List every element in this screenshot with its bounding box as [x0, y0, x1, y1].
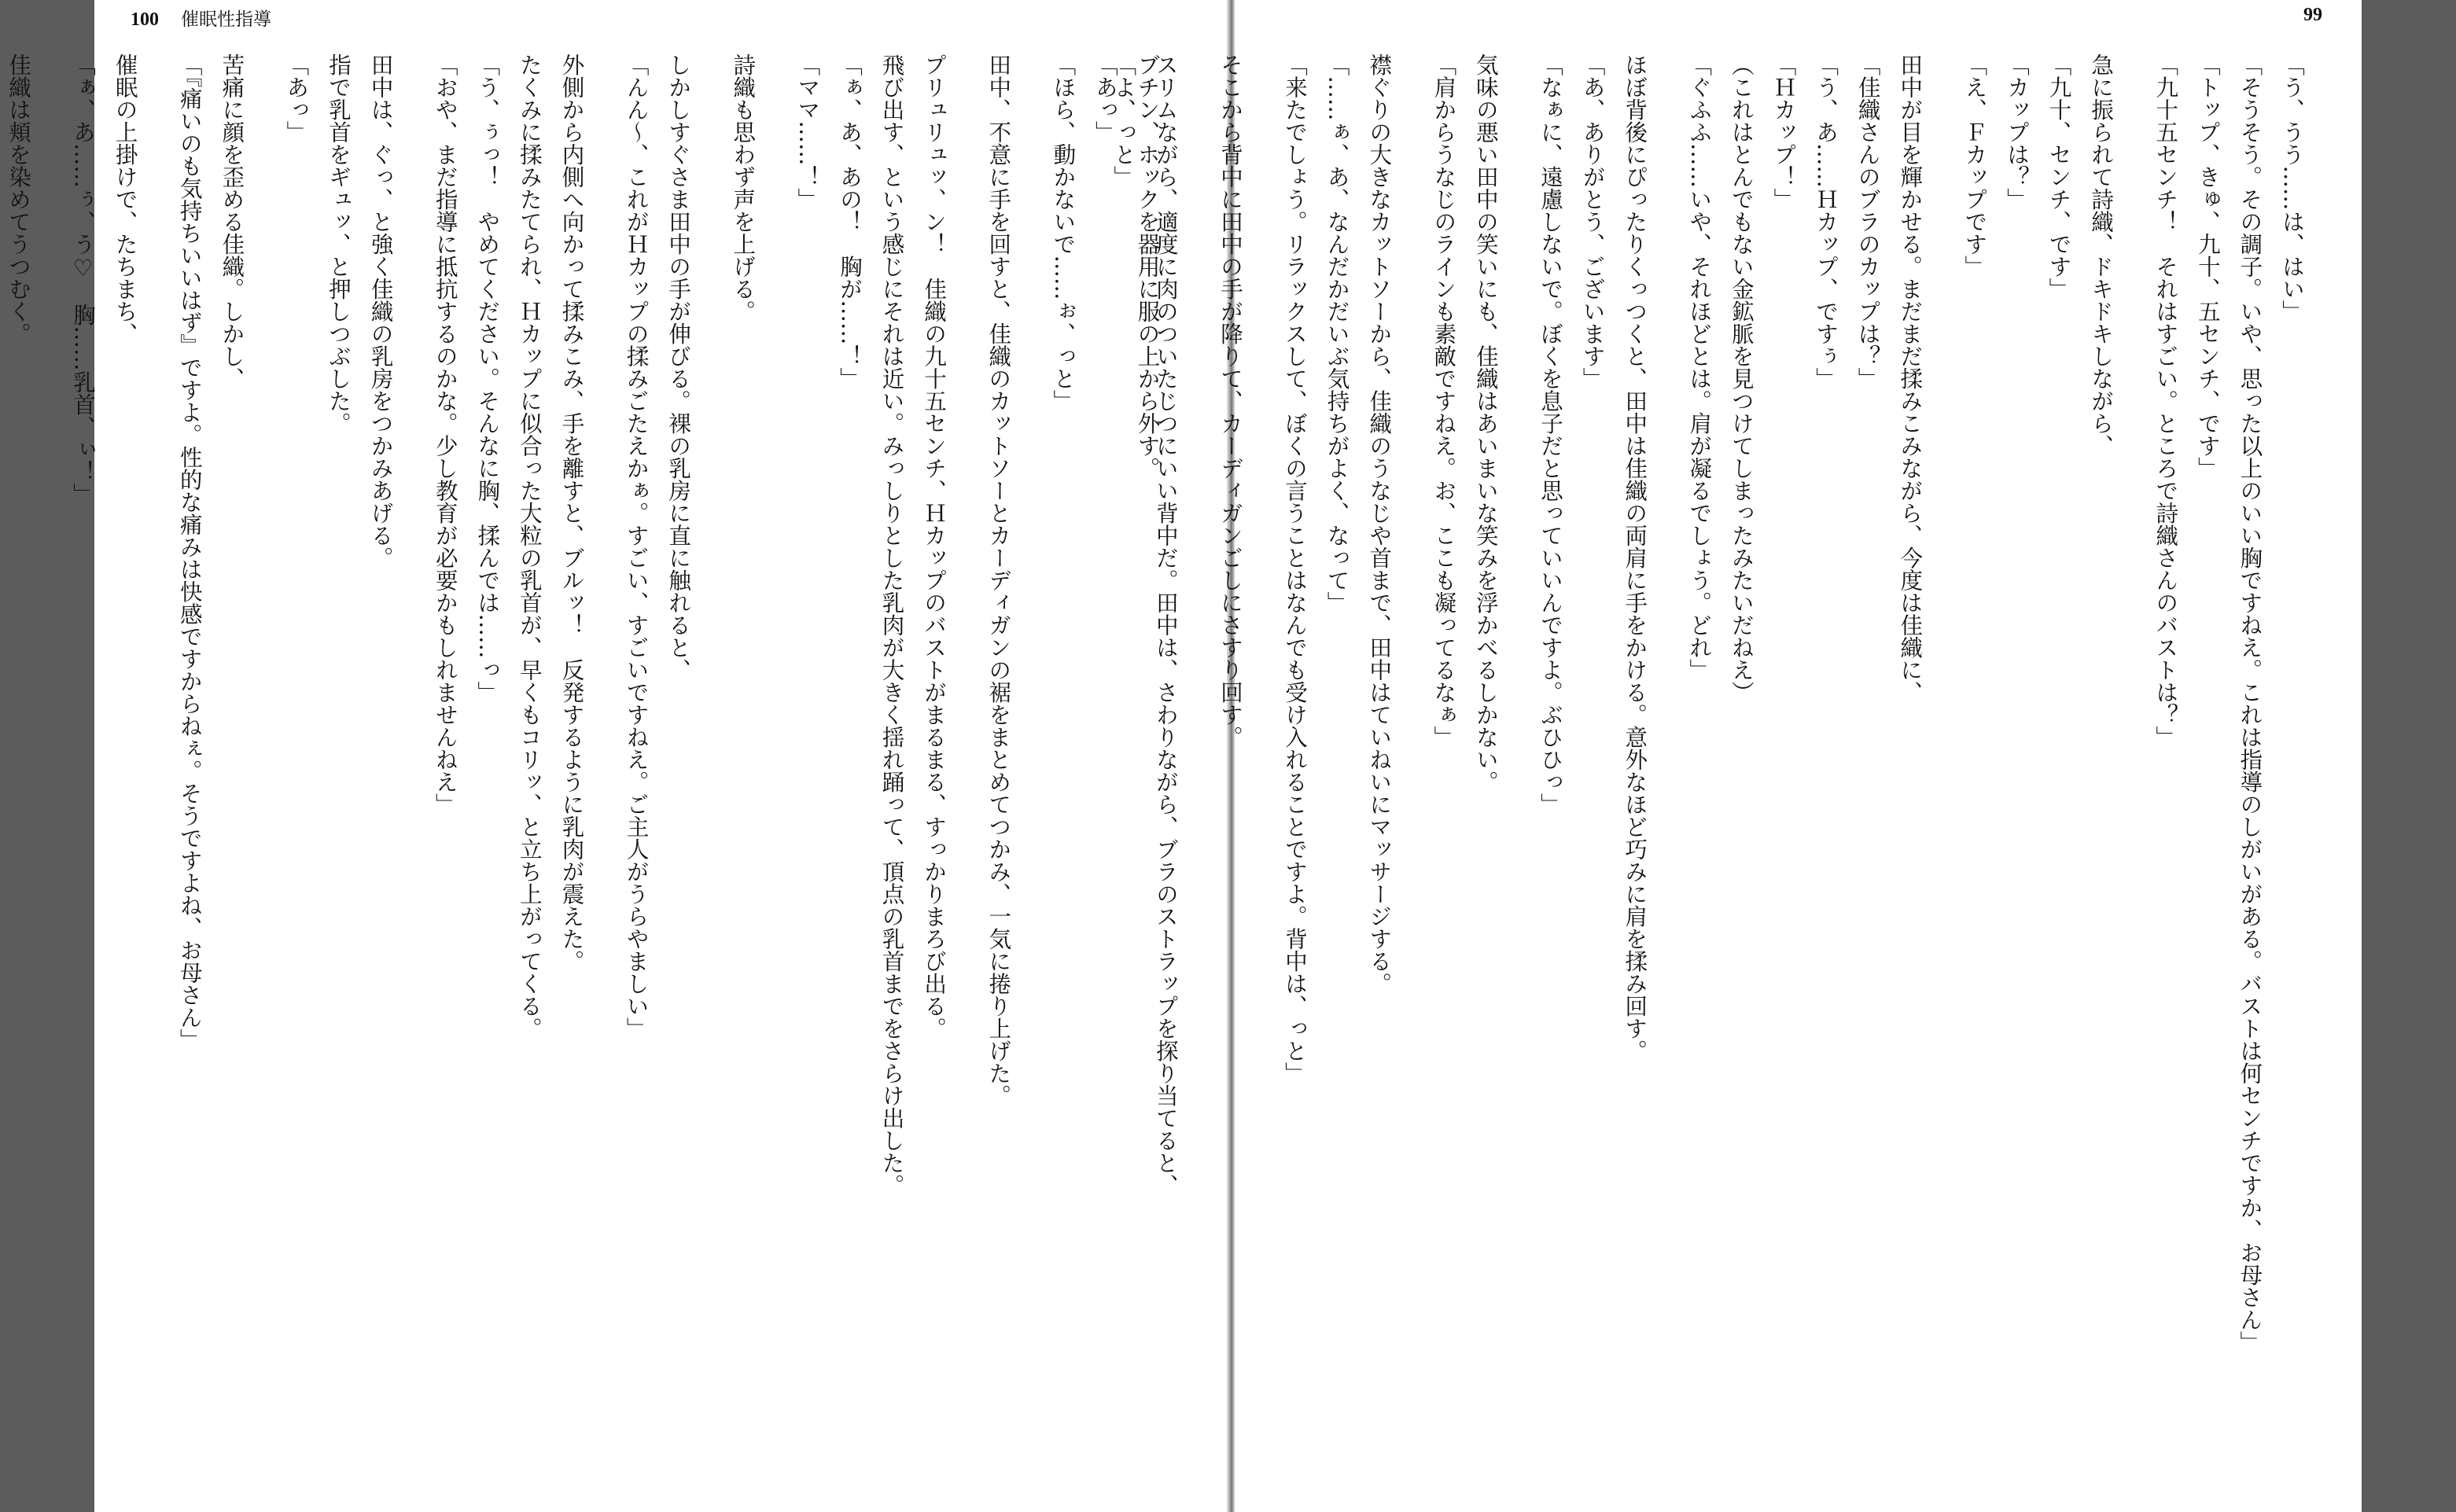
- text-line: 「『痛いのも気持ちいいはず』ですよ。性的な痛みは快感ですからねぇ。そうですよね、お母さん」: [176, 53, 203, 1051]
- text-line: 「九十五センチ！ それはすごい。ところで詩織さんのバストは？」: [2152, 53, 2179, 749]
- text-line: 「あっ」: [1092, 53, 1118, 143]
- text-line: 「カップは？」: [2003, 53, 2030, 211]
- running-title: 催眠性指導: [181, 9, 271, 30]
- text-line: 「佳織さんのブラのカップは？」: [1854, 53, 1881, 390]
- text-line: 苦痛に顔を歪める佳織。しかし、: [219, 53, 245, 390]
- text-line: 「んん〜、これがＨカップの揉みごたえかぁ。すごい、すごいですねえ。ご主人がうらやましい」: [623, 53, 650, 1039]
- text-line: 飛び出す、という感じにそれは近い。みっしりとした乳肉が大きく揺れ踊って、頂点の乳首までをさらけ出した。: [878, 53, 905, 1197]
- text-line: しかしすぐさま田中の手が伸びる。裸の乳房に直に触れると、: [665, 53, 692, 681]
- text-line: 「トップ、きゅ、九十、五センチ、です」: [2194, 53, 2221, 480]
- text-line: 「なぁに、遠慮しないで。ぼくを息子だと思っていいんですよ。ぶひひっ」: [1537, 53, 1563, 815]
- text-line: 「……ぁ、あ、なんだかだいぶ気持ちがよく、なって」: [1324, 53, 1350, 614]
- text-line: 「そうそう。その調子。いや、思った以上のいい胸ですねえ。これは指導のしがいがある。バストは何センチですか、お母さん」: [2237, 53, 2263, 1353]
- text-line: 「肩からうなじのラインも素敵ですねえ。お、ここも凝ってるなぁ」: [1431, 53, 1457, 749]
- text-line: 指で乳首をギュッ、と押しつぶした。: [326, 53, 352, 435]
- text-line: 「九十、センチ、です」: [2045, 53, 2072, 300]
- text-line: 急に振られて詩織、ドキドキしながら、: [2088, 53, 2115, 457]
- text-line: ほぼ背後にぴったりくっつくと、田中は佳織の両肩に手をかける。意外なほど巧みに肩を揉み回す。: [1622, 53, 1648, 1062]
- text-line: 佳織は頬を染めてうつむく。: [5, 53, 31, 345]
- text-line: 「来たでしょう。リラックスして、ぼくの言うことはなんでも受け入れることですよ。背中は、っと」: [1282, 53, 1309, 1084]
- left-page-number: 100: [131, 9, 159, 30]
- text-line: 催眠の上掛けで、たちまち、: [112, 53, 138, 345]
- text-line: 「う、あ……Ｈカップ、ですぅ」: [1813, 53, 1839, 390]
- text-line: 外側から内側へ向かって揉みこみ、手を離すと、ブルッ！ 反発するように乳肉が震えた。: [558, 53, 585, 973]
- text-line: 「ぐふふ……いや、それほどとは。肩が凝るでしょう。どれ」: [1686, 53, 1713, 681]
- text-line: 気味の悪い田中の笑いにも、佳織はあいまいな笑みを浮かべるしかない。: [1472, 53, 1499, 793]
- text-line: 「あっ」: [283, 53, 310, 143]
- text-line: 詩織も思わず声を上げる。: [730, 53, 757, 322]
- text-line: 「Ｈカップ！」: [1770, 53, 1797, 211]
- text-line: 「ぁ、あ……ぅ、う♡ 胸……乳首、ぃ！」: [70, 53, 97, 506]
- text-line: 「あ、ありがとう、ございます」: [1579, 53, 1606, 390]
- text-line: 「よ、っと」: [1110, 53, 1137, 188]
- left-page-body-text: [5, 53, 1191, 1492]
- text-line: 「う、うう……は、はい」: [2279, 53, 2305, 322]
- left-page-header: [131, 5, 271, 31]
- text-line: 「おや、まだ指導に抵抗するのかな。少し教育が必要かもしれませんねえ」: [432, 53, 458, 815]
- text-line: 「う、ぅっ！ やめてください。そんなに胸、揉んでは……っ」: [474, 53, 501, 704]
- text-line: 「ほら、動かないで……ぉ、っと」: [1050, 53, 1077, 412]
- text-line: プリュリュッ、ン！ 佳織の九十五センチ、Ｈカップのバストがまるまる、すっかりまろび出る。: [921, 53, 948, 1039]
- text-line: 「ママ……！」: [794, 53, 821, 211]
- text-line: 田中、不意に手を回すと、佳織のカットソーとカーディガンの裾をまとめてつかみ、一気に捲り上げた。: [985, 53, 1012, 1107]
- text-line: 「ぁ、あ、あの！ 胸が……！」: [836, 53, 863, 390]
- text-line: そこから背中に田中の手が降りて、カーディガンごしにさすり回す。: [1217, 53, 1243, 749]
- text-line: （これはとんでもない金鉱脈を見つけてしまったみたいだねえ）: [1728, 53, 1755, 704]
- text-line: 田中が目を輝かせる。まだまだ揉みこみながら、今度は佳織に、: [1897, 53, 1924, 704]
- text-line: 「え、Ｆカップです」: [1961, 53, 1988, 278]
- text-line: ブチン、ホックを器用に服の上から外す。: [1134, 53, 1161, 480]
- text-line: 襟ぐりの大きなカットソーから、佳織のうなじや首まで、田中はていねいにマッサージする。: [1366, 53, 1393, 995]
- right-page-number: 99: [2303, 5, 2322, 25]
- text-line: スリムながら、適度に肉のついたじつにいい背中だ。田中は、さわりながら、ブラのストラップを探り当てると、: [1152, 53, 1179, 1197]
- text-line: たくみに揉みたてられ、Ｈカップに似合った大粒の乳首が、早くもコリッ、と立ち上がってくる。: [516, 53, 543, 1039]
- text-line: 田中は、ぐっ、と強く佳織の乳房をつかみあげる。: [367, 53, 394, 569]
- left-page: [5, 0, 1227, 1512]
